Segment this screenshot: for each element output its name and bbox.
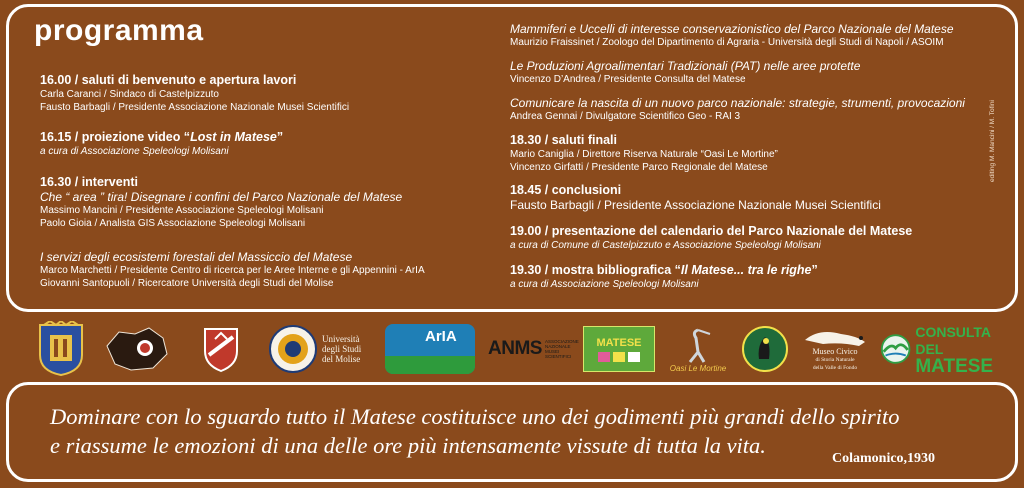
talk-title: Comunicare la nascita di un nuovo parco nazionale: strategie, strumenti, provocazioni <box>510 96 965 110</box>
matese-text: MATESE <box>596 336 642 349</box>
program-item-1830 <box>510 133 778 174</box>
talk-title: Che “ area ” tira! Disegnare i confini del Parco Nazionale del Matese <box>40 190 403 204</box>
unimol-logo <box>268 322 372 376</box>
aria-logo <box>384 322 476 376</box>
parco-matese-logo <box>582 322 656 376</box>
program-item-1930 <box>510 263 818 291</box>
speaker-line: Andrea Gennai / Divulgatore Scientifico Geo - RAI 3 <box>510 111 741 122</box>
sponsor-logos <box>0 318 1024 378</box>
museo-civico-logo <box>796 322 874 376</box>
speaker-line: Giovanni Santopuoli / Ricercatore Università degli Studi del Molise <box>40 278 334 289</box>
organizer-line: a cura di Comune di Castelpizzuto e Associazione Speleologi Molisani <box>510 240 821 251</box>
anms-text: ANMS <box>488 338 542 359</box>
quote-text <box>50 402 900 460</box>
unimol-text: del Molise <box>322 354 361 364</box>
asoim-logo <box>740 322 790 376</box>
program-item-1615 <box>40 130 283 158</box>
unimol-text: Università <box>322 334 360 344</box>
oasi-le-mortine-logo <box>664 322 732 376</box>
speleologi-map-logo <box>100 322 174 376</box>
program-item-1630 <box>40 175 402 230</box>
item-title: 19.00 / presentazione del calendario del Parco Nazionale del Matese <box>510 224 913 238</box>
castelpizzuto-crest-logo <box>30 322 92 376</box>
speaker-line: Vincenzo Girfatti / Presidente Parco Regionale del Matese <box>510 162 768 173</box>
program-item-fauna-talk <box>510 22 954 49</box>
museo-text: Museo Civico <box>812 347 858 356</box>
speaker-line: Paolo Gioia / Analista GIS Associazione Speleologi Molisani <box>40 218 306 229</box>
organizer-line: a cura di Associazione Speleologi Molisani <box>40 146 229 157</box>
item-title: 16.15 / proiezione video “Lost in Matese” <box>40 130 284 144</box>
museo-text: della Valle di Fondo <box>812 365 858 371</box>
quote-line: Dominare con lo sguardo tutto il Matese costituisce uno dei godimenti più grandi dello spirito <box>50 404 900 429</box>
item-title: 16.30 / interventi <box>40 175 138 189</box>
talk-title: Mammiferi e Uccelli di interesse conservazionistico del Parco Nazionale del Matese <box>510 22 954 36</box>
speaker-line: Marco Marchetti / Presidente Centro di ricerca per le Aree Interne e gli Appennini - ArIA <box>40 265 425 276</box>
speaker-line: Carla Caranci / Sindaco di Castelpizzuto <box>40 89 219 100</box>
organizer-line: a cura di Associazione Speleologi Molisani <box>510 279 699 290</box>
consulta-text: MATESE <box>915 355 994 377</box>
item-title: 16.00 / saluti di benvenuto e apertura lavori <box>40 73 297 87</box>
museo-text: di Storia Naturale <box>815 357 855 363</box>
item-title: 18.45 / conclusioni <box>510 183 622 197</box>
speaker-line: Mario Caniglia / Direttore Riserva Naturale “Oasi Le Mortine” <box>510 149 778 160</box>
page-title: programma <box>34 14 204 47</box>
editing-credit: editing M. Mancini / M. Tofini <box>989 100 996 182</box>
anms-subtext: ASSOCIAZIONE NAZIONALE MUSEI SCIENTIFICI <box>544 339 579 359</box>
quote-attribution: Colamonico,1930 <box>832 451 936 466</box>
program-item-1900 <box>510 224 912 252</box>
consulta-text: CONSULTA DEL <box>915 323 991 357</box>
talk-title: I servizi degli ecosistemi forestali del Massiccio del Matese <box>40 250 353 264</box>
quote-line: e riassume le emozioni di una delle ore più intensamente vissute di tutta la vita. <box>50 433 766 458</box>
talk-title: Le Produzioni Agroalimentari Tradizionali (PAT) nelle aree protette <box>510 59 861 73</box>
regione-molise-logo <box>198 322 244 376</box>
aria-text: ArIA <box>425 328 457 345</box>
oasi-text: Oasi Le Mortine <box>669 363 727 373</box>
item-title: 18.30 / saluti finali <box>510 133 617 147</box>
program-item-1845 <box>510 183 881 213</box>
consulta-del-matese-logo <box>880 322 1014 376</box>
program-item-forest-talk <box>40 250 425 290</box>
speaker-line: Massimo Mancini / Presidente Associazione Speleologi Molisani <box>40 205 324 216</box>
program-item-1600 <box>40 73 349 114</box>
speaker-line: Vincenzo D’Andrea / Presidente Consulta del Matese <box>510 74 746 85</box>
program-item-pat-talk <box>510 59 860 86</box>
item-title: 19.30 / mostra bibliografica “Il Matese... tra le righe” <box>510 263 818 277</box>
speaker-line: Maurizio Fraissinet / Zoologo del Dipartimento di Agraria - Università degli Studi di Napoli / ASOIM <box>510 37 944 48</box>
unimol-text: degli Studi <box>322 344 362 354</box>
program-item-communication-talk <box>510 96 965 123</box>
speaker-line: Fausto Barbagli / Presidente Associazione Nazionale Musei Scientifici <box>40 102 350 113</box>
speaker-line: Fausto Barbagli / Presidente Associazione Nazionale Musei Scientifici <box>510 198 881 212</box>
anms-logo <box>488 322 579 376</box>
